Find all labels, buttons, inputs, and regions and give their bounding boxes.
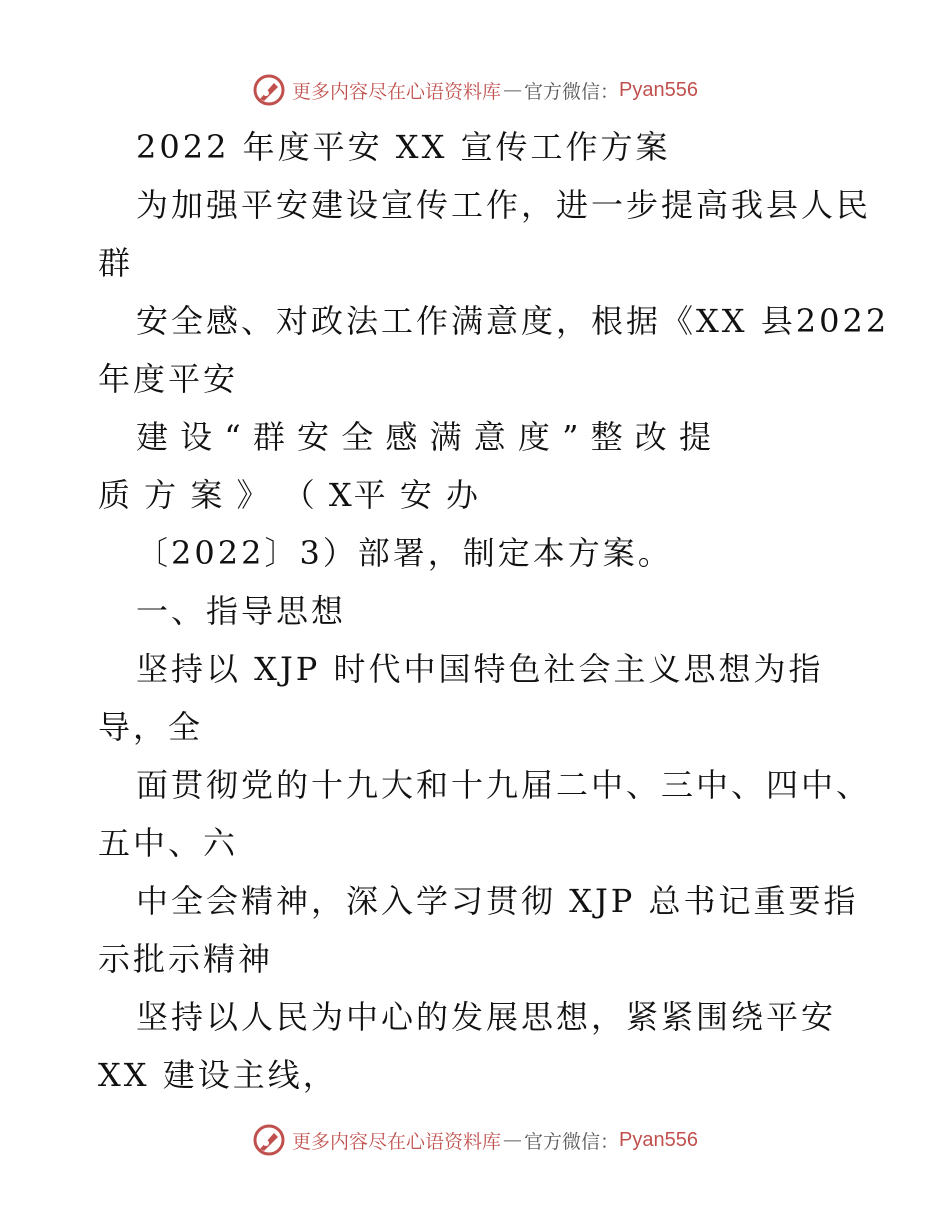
text-line: 为加强平安建设宣传工作，进一步提高我县人民 xyxy=(136,186,872,224)
banner-dash: — xyxy=(503,79,523,101)
header-watermark-banner xyxy=(0,70,950,110)
text-line: XX 建设主线， xyxy=(98,1056,338,1094)
text-line: 导，全 xyxy=(98,708,204,746)
banner-main-text: 更多内容尽在心语资料库 xyxy=(292,80,502,103)
banner-wechat-label: 官方微信： xyxy=(524,80,620,103)
banner-wechat-account: Pyan556 xyxy=(619,78,698,101)
text-line: 中全会精神，深入学习贯彻 XJP 总书记重要指 xyxy=(136,882,859,920)
banner-dash: — xyxy=(503,1129,523,1151)
banner-wechat-label: 官方微信： xyxy=(524,1130,620,1153)
text-line: 建 设 “ 群 安 全 感 满 意 度 ” 整 改 提 xyxy=(136,418,712,456)
text-line: 〔2022〕3）部署，制定本方案。 xyxy=(136,534,673,572)
text-line: 年度平安 xyxy=(98,360,239,398)
text-line: 示批示精神 xyxy=(98,940,274,978)
text-line: 坚持以人民为中心的发展思想，紧紧围绕平安 xyxy=(136,998,837,1036)
pen-logo-icon xyxy=(252,73,286,107)
text-line: 群 xyxy=(98,244,134,282)
text-line: 质 方 案 》 （ X平 安 办 xyxy=(98,476,480,514)
text-line: 安全感、对政法工作满意度，根据《XX 县2022 xyxy=(136,302,890,340)
document-body xyxy=(98,118,890,1104)
pen-logo-icon xyxy=(252,1123,286,1157)
document-title: 2022 年度平安 XX 宣传工作方案 xyxy=(136,128,671,166)
section-heading: 一、指导思想 xyxy=(136,592,347,630)
text-line: 五中、六 xyxy=(98,824,239,862)
banner-main-text: 更多内容尽在心语资料库 xyxy=(292,1130,502,1153)
footer-watermark-banner xyxy=(0,1120,950,1160)
text-line: 面贯彻党的十九大和十九届二中、三中、四中、 xyxy=(136,766,872,804)
banner-wechat-account: Pyan556 xyxy=(619,1128,698,1151)
text-line: 坚持以 XJP 时代中国特色社会主义思想为指 xyxy=(136,650,824,688)
